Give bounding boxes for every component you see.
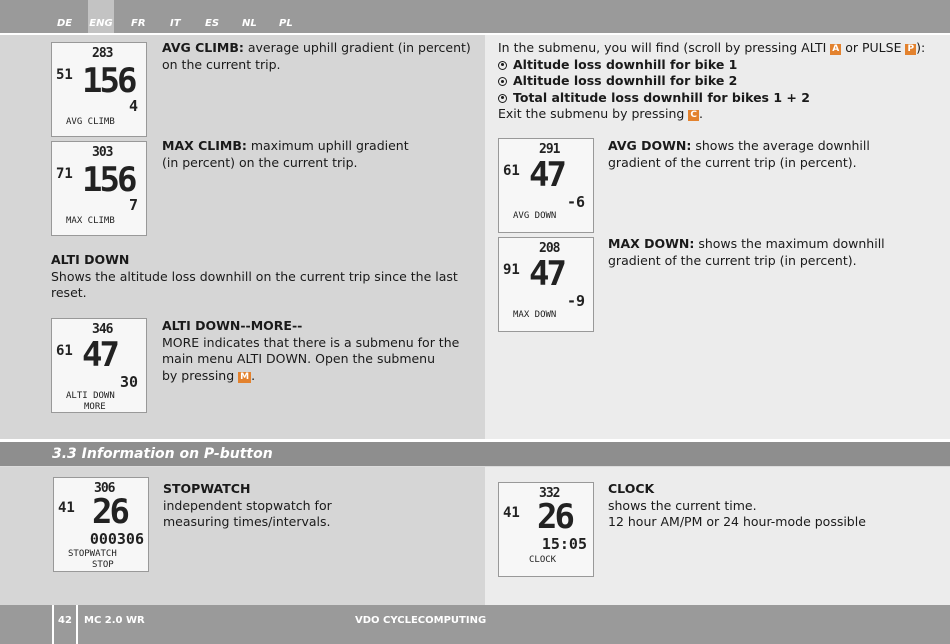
lcd-max-down [498,237,594,332]
max-down-title: MAX DOWN: [608,236,695,251]
lcd-left-value: 61 [503,163,520,179]
lcd-label: AVG CLIMB [66,117,115,127]
section-header [0,442,950,466]
lcd-label: MAX CLIMB [66,216,115,226]
lcd-label: CLOCK [529,555,557,565]
lcd-label: AVG DOWN [513,211,557,221]
alti-more-line: MORE indicates that there is a submenu for the [162,334,460,350]
alti-more-line: by pressing [162,367,235,383]
avg-down-line: gradient of the current trip (in percent). [608,154,857,170]
lcd-avg-climb [51,42,147,137]
avg-down-title: AVG DOWN: [608,138,692,153]
m-key-icon: M [240,371,250,382]
lcd-stopwatch [53,477,149,572]
avg-climb-text [162,40,472,73]
lang-pl[interactable]: PL [279,18,293,29]
lcd-top-value: 291 [539,142,560,157]
section-title: 3.3 Information on P-button [52,446,273,462]
lcd-top-value: 208 [539,241,560,256]
lcd-big-value: 26 [92,492,127,532]
submenu-text [498,40,938,123]
lang-nl[interactable]: NL [242,18,257,29]
avg-climb-body: average uphill gradient (in percent) on the current trip. [162,40,471,72]
stopwatch-text [163,481,463,531]
lang-eng[interactable]: ENG [88,0,114,33]
alti-down-body: Shows the altitude loss downhill on the current trip since the last reset. [51,268,458,300]
lcd-big-value: 47 [529,254,564,294]
max-down-line: shows the maximum downhill [698,236,885,251]
lcd-left-value: 61 [56,343,73,359]
submenu-exit-end: . [698,106,703,121]
avg-climb-title: AVG CLIMB: [162,40,244,55]
max-climb-body: maximum uphill gradient [250,138,409,153]
lcd-clock [498,482,594,577]
stopwatch-line: independent stopwatch for [163,497,332,513]
lcd-top-value: 303 [92,145,113,160]
lcd-top-value: 283 [92,46,113,61]
alti-more-title: ALTI DOWN--MORE-- [162,318,303,333]
divider [76,605,78,644]
stopwatch-line: measuring times/intervals. [163,514,331,529]
a-key-icon: A [832,44,840,54]
lcd-label: STOPWATCH [68,549,117,559]
lcd-sub-label: STOP [92,560,114,570]
lcd-max-climb [51,141,147,236]
submenu-intro-3: ): [916,40,926,55]
max-down-text [608,236,928,269]
clock-title: CLOCK [608,481,655,496]
page-number: 42 [58,615,72,626]
c-key-icon: C [690,110,697,120]
max-climb-text [162,138,472,171]
lcd-big-value: 47 [529,155,564,195]
avg-down-text [608,138,928,171]
lcd-top-value: 346 [92,322,113,337]
lcd-mid-value: 000306 [89,530,144,548]
lang-de[interactable]: DE [57,18,73,29]
lcd-mid-value: 30 [119,373,138,391]
lcd-avg-down [498,138,594,233]
alti-down-text [51,252,461,302]
footer-model: MC 2.0 WR [84,615,145,626]
alti-more-text [162,318,472,384]
lcd-big-value: 156 [82,61,135,101]
alti-down-title: ALTI DOWN [51,252,130,267]
alti-more-line: main menu ALTI DOWN. Open the submenu [162,351,436,366]
lcd-mid-value: 7 [128,196,138,214]
bullet-icon [498,77,507,86]
lang-es[interactable]: ES [205,18,220,29]
submenu-item: Total altitude loss downhill for bikes 1 + 2 [513,89,810,105]
submenu-item: Altitude loss downhill for bike 2 [513,73,738,88]
page-footer [0,605,950,644]
lcd-big-value: 156 [82,160,135,200]
max-climb-body-2: (in percent) on the current trip. [162,154,358,170]
clock-line: shows the current time. [608,497,757,513]
lcd-top-value: 332 [539,486,560,501]
submenu-intro: In the submenu, you will find (scroll by pressing ALTI [498,40,827,55]
lcd-label: MAX DOWN [513,310,557,320]
lcd-sub-label: MORE [84,402,106,412]
avg-down-line: shows the average downhill [695,138,870,153]
lcd-alti-more [51,318,147,413]
clock-text [608,481,928,531]
lcd-big-value: 26 [537,497,572,537]
lcd-mid-value: -9 [566,292,585,310]
bullet-icon [498,94,507,103]
lcd-mid-value: -6 [566,193,585,211]
max-climb-title: MAX CLIMB: [162,138,247,153]
max-down-line: gradient of the current trip (in percent). [608,252,857,268]
lang-it[interactable]: IT [170,18,181,29]
lang-fr[interactable]: FR [131,18,146,29]
p-key-icon: P [907,44,915,54]
lcd-label: ALTI DOWN [66,391,115,401]
submenu-intro-2: or PULSE [845,40,902,55]
lcd-big-value: 47 [82,335,117,375]
lcd-left-value: 41 [58,500,75,516]
lcd-left-value: 41 [503,505,520,521]
divider [52,605,54,644]
stopwatch-title: STOPWATCH [163,481,251,496]
lcd-mid-value: 15:05 [541,535,587,553]
lcd-top-value: 306 [94,481,115,496]
language-bar [0,0,950,33]
lcd-left-value: 71 [56,166,73,182]
submenu-exit: Exit the submenu by pressing [498,106,685,121]
clock-line: 12 hour AM/PM or 24 hour-mode possible [608,514,866,529]
submenu-item: Altitude loss downhill for bike 1 [513,56,738,72]
alti-more-end: . [251,367,256,383]
lcd-mid-value: 4 [128,97,138,115]
lcd-left-value: 91 [503,262,520,278]
footer-brand: VDO CYCLECOMPUTING [355,615,487,626]
bullet-icon [498,61,507,70]
lcd-left-value: 51 [56,67,73,83]
